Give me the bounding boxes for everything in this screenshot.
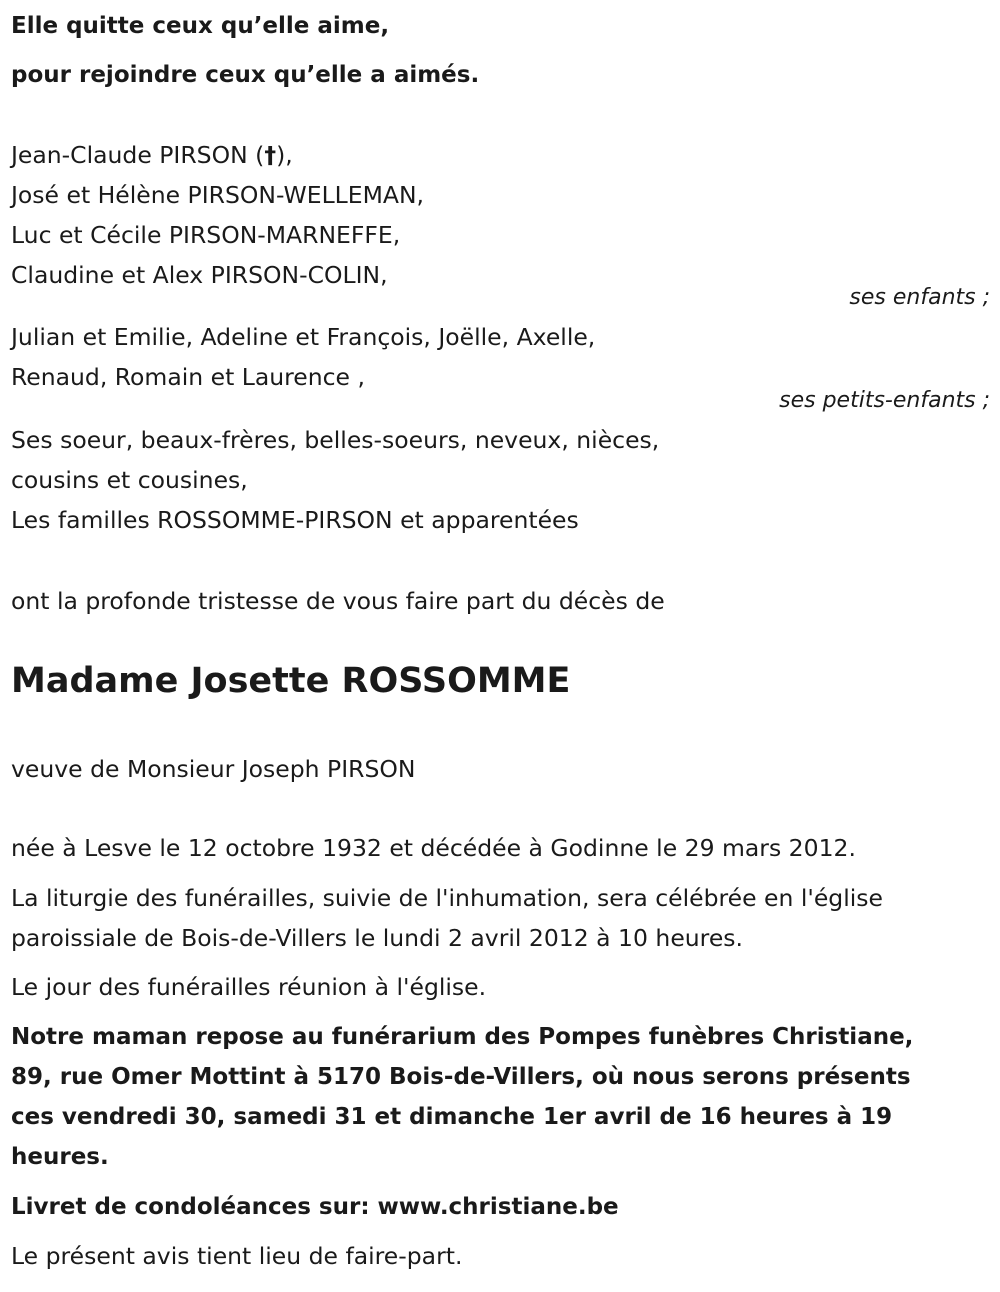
child-line-3: Luc et Cécile PIRSON-MARNEFFE, — [11, 221, 401, 249]
deceased-name: Madame Josette ROSSOMME — [11, 661, 571, 701]
child-suffix: ), — [276, 141, 293, 169]
child-name: Jean-Claude PIRSON ( — [11, 141, 265, 169]
condolences: Livret de condoléances sur: www.christiane.be — [11, 1194, 619, 1220]
funeral-home-line-4: heures. — [11, 1144, 109, 1170]
closing: Le présent avis tient lieu de faire-part. — [11, 1242, 463, 1270]
children-role: ses enfants ; — [849, 285, 990, 310]
grandchild-line-1: Julian et Emilie, Adeline et François, Joëlle, Axelle, — [11, 323, 596, 351]
epigraph-line-1: Elle quitte ceux qu’elle aime, — [11, 13, 390, 39]
funeral-home-line-1: Notre maman repose au funérarium des Pompes funèbres Christiane, — [11, 1024, 914, 1050]
meeting: Le jour des funérailles réunion à l'église. — [11, 973, 487, 1001]
epigraph-line-2: pour rejoindre ceux qu’elle a aimés. — [11, 62, 480, 88]
liturgy-line-1: La liturgie des funérailles, suivie de l'inhumation, sera célébrée en l'église — [11, 884, 883, 912]
funeral-home-line-2: 89, rue Omer Mottint à 5170 Bois-de-Villers, où nous serons présents — [11, 1064, 911, 1090]
family-line-3: Les familles ROSSOMME-PIRSON et apparentées — [11, 506, 579, 534]
family-line-1: Ses soeur, beaux-frères, belles-soeurs, neveux, nièces, — [11, 426, 660, 454]
birth-death: née à Lesve le 12 octobre 1932 et décédée à Godinne le 29 mars 2012. — [11, 834, 856, 862]
widow-of: veuve de Monsieur Joseph PIRSON — [11, 755, 416, 783]
family-line-2: cousins et cousines, — [11, 466, 248, 494]
liturgy-line-2: paroissiale de Bois-de-Villers le lundi 2 avril 2012 à 10 heures. — [11, 924, 743, 952]
announcement: ont la profonde tristesse de vous faire part du décès de — [11, 587, 665, 615]
child-line-1 — [11, 141, 293, 169]
grandchild-line-2: Renaud, Romain et Laurence , — [11, 363, 365, 391]
grandchildren-role: ses petits-enfants ; — [779, 388, 990, 413]
child-line-4: Claudine et Alex PIRSON-COLIN, — [11, 261, 388, 289]
cross-icon: † — [264, 141, 277, 169]
child-line-2: José et Hélène PIRSON-WELLEMAN, — [11, 181, 425, 209]
funeral-home-line-3: ces vendredi 30, samedi 31 et dimanche 1er avril de 16 heures à 19 — [11, 1104, 893, 1130]
